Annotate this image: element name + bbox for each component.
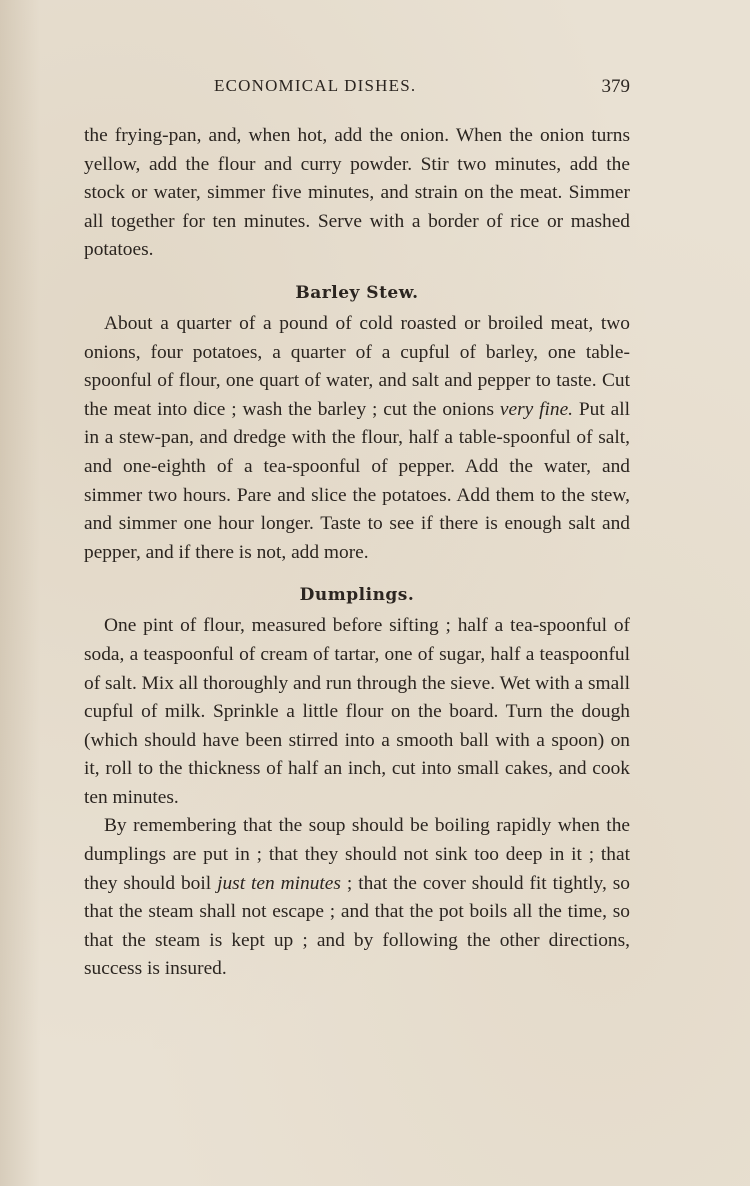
dumplings-heading: Dumplings. [299, 585, 415, 606]
intro-paragraph: the frying-pan, and, when hot, add the onion. When the onion turns yellow, add the flour and curry powder. Stir two minutes, add the stock or water, simmer five minutes, and strain on the meat. Simmer all together for ten minutes. Serve with a border of rice or mashed potatoes. [84, 125, 630, 261]
page-number: 379 [601, 76, 630, 97]
dumplings-text-1: By remembering that the soup should be boiling rapidly when the dumplings are put in ; that they should not sink too deep in it ; that they should boil [84, 815, 630, 894]
barley-stew-paragraph [84, 310, 630, 567]
running-head [84, 76, 630, 100]
barley-stew-text-2: Put all in a stew-pan, and dredge with the flour, half a table-spoonful of salt, and one-eighth of a tea-spoonful of pepper. Add the water, and simmer two hours. Pare and slice the potatoes. Add them to the stew, and simmer one hour longer. Taste to see if there is enough salt and pepper, and if there is not, add more. [84, 398, 630, 563]
running-title: ECONOMICAL DISHES. [214, 76, 417, 95]
text-block [84, 122, 630, 984]
dumplings-paragraph-1: One pint of flour, measured before sifting ; half a tea-spoonful of soda, a teaspoonful of cream of tartar, one of sugar, half a teaspoonful of salt. Mix all thoroughly and run through the sieve. Wet with a small cupful of milk. Sprinkle a little flour on the board. Turn the dough (which should have been stirred into a smooth ball with a spoon) on it, roll to the thickness of half an inch, cut into small cakes, and cook ten minutes. [84, 615, 630, 808]
dumplings-text-2: ; that the cover should fit tightly, so that the steam shall not escape ; and that the pot boils all the time, so that the steam is kept up ; and by following the other directions, success is insured. [84, 872, 631, 980]
barley-stew-heading: Barley Stew. [295, 282, 419, 303]
barley-stew-text-1: About a quarter of a pound of cold roasted or broiled meat, two onions, four potatoes, a quarter of a cupful of barley, one table-spoonful of flour, one quart of water, and salt and pepper to taste. Cut the meat into dice ; wash the barley ; cut the onions [84, 312, 630, 420]
dumplings-italic: just ten minutes [217, 872, 341, 894]
barley-stew-italic: very fine. [499, 398, 574, 420]
dumplings-paragraph-2 [84, 812, 630, 984]
